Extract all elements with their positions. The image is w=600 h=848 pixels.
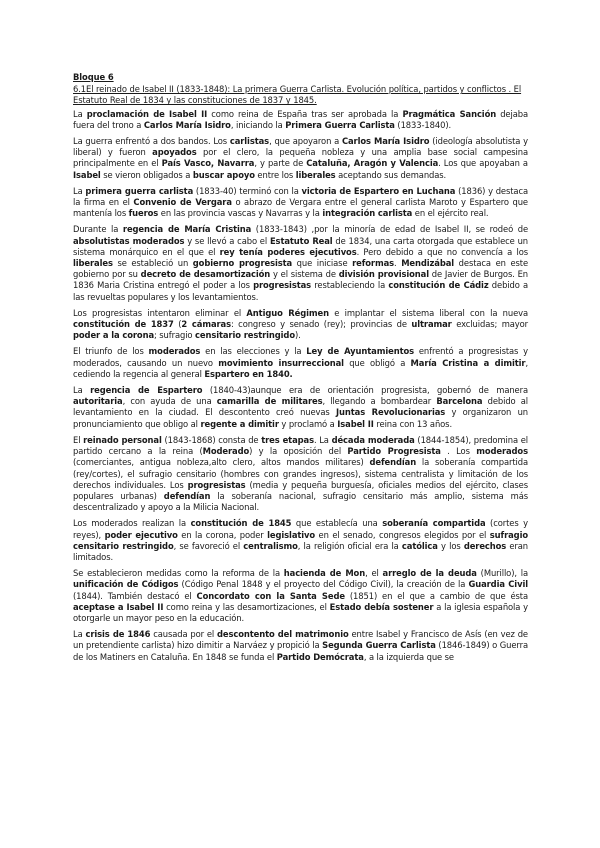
paragraph-list xyxy=(73,109,528,663)
bold-text: 2 cámaras xyxy=(181,319,231,330)
text-run: (comerciantes, antigua nobleza,alto clero, altos mandos militares) xyxy=(73,457,370,468)
bold-text: Partido Progresista xyxy=(347,446,441,457)
paragraph xyxy=(73,435,528,513)
bold-text: Estado debía sostener xyxy=(329,601,434,612)
text-run: , el xyxy=(365,568,383,579)
text-run: causada por el xyxy=(150,629,218,640)
text-run: dejaba fuera del trono a xyxy=(73,108,528,130)
bold-text: legislativo xyxy=(267,529,316,540)
text-run: la soberanía compartida (rey/cortes), el sufragio censitario (hombres con grandes ingresos), sistema centralista y limitación de los derechos individuales. Los xyxy=(73,457,528,490)
bold-text: ultramar xyxy=(411,319,452,330)
text-run: (1851) en el que a cambio de que ésta xyxy=(344,590,528,601)
text-run: . Los xyxy=(440,446,477,457)
bold-text: Carlos María Isidro xyxy=(341,136,430,147)
text-run: entre los xyxy=(254,169,296,180)
bold-text: progresistas xyxy=(187,479,246,490)
text-run: por el clero, la pequeña nobleza y una amplia base social campesina principalmente en el xyxy=(73,147,528,169)
text-run: debido al levantamiento en la ciudad. El descontento creó nuevas xyxy=(73,396,529,418)
bold-text: Segunda Guerra Carlista xyxy=(322,640,436,651)
bold-text: Primera Guerra Carlista xyxy=(285,119,395,130)
bold-text: poder ejecutivo xyxy=(104,529,178,540)
paragraph xyxy=(73,346,528,380)
text-run: , llegando a bombardear xyxy=(322,396,437,407)
bold-text: progresistas xyxy=(253,280,312,291)
text-run: . Pero debido a que no convencía a los xyxy=(356,246,528,257)
bold-text: centralismo xyxy=(243,540,298,551)
text-run: , cediendo la regencia al general xyxy=(73,357,528,379)
bold-text: constitución de Cádiz xyxy=(388,280,489,291)
text-run: Durante la xyxy=(73,224,123,235)
text-run: en el ejército real. xyxy=(412,208,489,219)
text-run: debido a las revueltas populares y los levantamientos. xyxy=(73,280,528,302)
text-run: (1844). También destacó el xyxy=(73,590,197,601)
text-run: y organizaron un pronunciamiento que obligo al xyxy=(73,407,528,429)
section-subtitle: 6.1El reinado de Isabel II (1833-1848): La primera Guerra Carlista. Evolución política, partidos y conflictos . El Estatuto Real de 1834 y las constituciones de 1837 y 1845. xyxy=(73,84,522,106)
paragraph xyxy=(73,629,528,663)
text-run: (Murillo), la xyxy=(476,568,529,579)
text-run: que obligó a xyxy=(343,357,411,368)
text-run: entre Isabel y Francisco de Asís (en vez de un pretendiente carlista) hizo dimitir a Narváez y propició la xyxy=(73,629,528,651)
bold-text: liberales xyxy=(73,258,113,269)
text-run: . xyxy=(394,258,402,269)
bold-text: María Cristina a dimitir xyxy=(410,357,526,368)
bold-text: derechos xyxy=(463,540,507,551)
text-run: como reina de España tras ser aprobada la xyxy=(207,108,403,119)
bold-text: arreglo de la deuda xyxy=(382,568,477,579)
bold-text: hacienda de Mon xyxy=(283,568,366,579)
text-run: reina con 13 años. xyxy=(373,418,453,429)
text-run: que iniciase xyxy=(292,258,353,269)
text-run: La guerra enfrentó a dos bandos. Los xyxy=(73,136,230,147)
bold-text: constitución de 1845 xyxy=(190,518,292,529)
text-run: ; sufragio xyxy=(154,330,196,341)
bold-text: censitario restringido xyxy=(195,330,295,341)
text-run: excluidas; mayor xyxy=(451,319,529,330)
text-run: en las elecciones y la xyxy=(200,346,307,357)
bold-text: sufragio censitario restringido xyxy=(73,529,528,551)
text-run: La xyxy=(73,185,86,196)
bold-text: Cataluña, Aragón y Valencia xyxy=(306,158,439,169)
text-run: ) y la oposición del xyxy=(249,446,348,457)
text-run: (1846-1849) o Guerra de los Matiners en Cataluña. En 1848 se funda el xyxy=(73,640,528,662)
bold-text: Isabel II xyxy=(337,418,374,429)
text-run: (media y pequeña burguesía, oficiales medios del ejército, clases populares urbanas) xyxy=(73,479,528,501)
bold-text: Espartero en 1840. xyxy=(204,368,293,379)
bold-text: poder a la corona xyxy=(73,330,154,341)
bold-text: tres etapas xyxy=(261,434,314,445)
paragraph xyxy=(73,568,528,624)
text-run: a la iglesia española y otorgarle un mayor peso en la educación. xyxy=(73,601,528,623)
text-run: eran limitados. xyxy=(73,540,529,562)
text-run: Los moderados realizan la xyxy=(73,518,191,529)
text-run: , que apoyaron a xyxy=(269,136,342,147)
text-run: (ideología absolutista y liberal) y fueron xyxy=(73,136,528,158)
text-run: en las provincia vascas y Navarras y la xyxy=(158,208,323,219)
text-run: . La xyxy=(313,434,332,445)
bold-text: Mendizábal xyxy=(401,258,455,269)
bold-text: regente a dimitir xyxy=(200,418,279,429)
bold-text: defendían xyxy=(369,457,417,468)
text-run: se vieron obligados a xyxy=(100,169,193,180)
bold-text: buscar apoyo xyxy=(192,169,255,180)
text-run: y los xyxy=(437,540,464,551)
bold-text: Concordato con la Santa Sede xyxy=(196,590,345,601)
text-run: en el senado, congresos elegidos por el xyxy=(315,529,490,540)
text-run: ). xyxy=(294,330,301,341)
bold-text: unificación de Códigos xyxy=(73,579,179,590)
bold-text: rey tenía poderes ejecutivos xyxy=(219,246,357,257)
bold-text: defendían xyxy=(163,490,211,501)
text-run: , a la izquierda que se xyxy=(363,651,454,662)
text-run: La xyxy=(73,108,87,119)
text-run: (1836) y destaca la firma en el xyxy=(73,185,528,208)
text-run: destaca en este gobierno por su xyxy=(73,258,528,280)
paragraph xyxy=(73,385,528,430)
bold-text: regencia de Espartero xyxy=(90,385,203,396)
text-run: : congreso y senado (rey); provincias de xyxy=(230,319,412,330)
bold-text: carlistas xyxy=(229,136,270,147)
bold-text: aceptase a Isabel II xyxy=(73,601,164,612)
bold-text: Barcelona xyxy=(436,396,483,407)
paragraph xyxy=(73,136,528,181)
bold-text: división provisional xyxy=(338,269,429,280)
bold-text: moderados xyxy=(148,346,201,357)
text-run: ( xyxy=(173,319,182,330)
bold-text: camarilla de militares xyxy=(216,396,323,407)
text-run: que establecía una xyxy=(291,518,383,529)
text-run: en la corona, poder xyxy=(177,529,268,540)
bold-text: Partido Demócrata xyxy=(276,651,364,662)
text-run: y proclamó a xyxy=(278,418,338,429)
text-run: . Los que apoyaban a xyxy=(438,158,528,169)
bold-text: constitución de 1837 xyxy=(73,319,174,330)
text-run: y se llevó a cabo el xyxy=(184,235,270,246)
bold-text: regencia de María Cristina xyxy=(122,224,252,235)
bold-text: Ley de Ayuntamientos xyxy=(306,346,415,357)
text-run: La xyxy=(73,385,91,396)
bold-text: proclamación de Isabel II xyxy=(86,108,208,119)
paragraph xyxy=(73,308,528,342)
text-run: (1833-1843) ,por la minoría de edad de Isabel II, se rodeó de xyxy=(251,224,529,235)
text-run: se estableció un xyxy=(112,258,193,269)
text-run: (1840-43)aunque era de orientación progresista, gobernó de manera xyxy=(202,385,528,396)
bold-text: victoria de Espartero en Luchana xyxy=(301,185,456,196)
text-run: , se favoreció el xyxy=(173,540,244,551)
paragraph xyxy=(73,109,528,131)
text-run: El triunfo de los xyxy=(73,346,149,357)
text-run: (1833-40) terminó con la xyxy=(193,185,302,196)
bold-text: soberanía compartida xyxy=(382,518,486,529)
text-run: (Código Penal 1848 y el proyecto del Código Civil), la creación de la xyxy=(178,579,469,590)
bold-text: crisis de 1846 xyxy=(85,629,151,640)
bold-text: gobierno progresista xyxy=(192,258,293,269)
text-run: y el sistema de xyxy=(270,269,339,280)
text-run: de Javier de Burgos. En 1836 Maria Cristina entregó el poder a los xyxy=(73,269,528,291)
bold-text: Isabel xyxy=(73,169,101,180)
text-run: , la religión oficial era la xyxy=(297,540,402,551)
bold-text: integración carlista xyxy=(322,208,413,219)
bold-text: Convenio de Vergara xyxy=(133,197,232,208)
bold-text: Estatuto Real xyxy=(269,235,333,246)
bold-text: Moderado xyxy=(202,446,250,457)
text-run: , con ayuda de una xyxy=(122,396,217,407)
text-run: Se establecieron medidas como la reforma de la xyxy=(73,568,284,579)
block-heading: Bloque 6 xyxy=(73,72,114,82)
bold-text: movimiento insurreccional xyxy=(218,357,344,368)
bold-text: absolutistas moderados xyxy=(73,235,185,246)
bold-text: autoritaria xyxy=(73,396,123,407)
bold-text: decreto de desamortización xyxy=(140,269,271,280)
text-run: enfrentó a progresistas y moderados, causando un nuevo xyxy=(73,346,528,368)
bold-text: fueros xyxy=(128,208,159,219)
text-run: La xyxy=(73,629,86,640)
paragraph xyxy=(73,518,528,563)
bold-text: primera guerra carlista xyxy=(85,185,194,196)
document-body xyxy=(73,72,528,668)
bold-text: apoyados xyxy=(152,147,197,158)
bold-text: descontento del matrimonio xyxy=(217,629,349,640)
text-run: , iniciando la xyxy=(230,119,286,130)
text-run: la soberanía nacional, sufragio censitario más amplio, sistema más descentralizado y apoyo a la Milicia Nacional. xyxy=(73,490,529,513)
bold-text: reformas xyxy=(352,258,395,269)
bold-text: Pragmática Sanción xyxy=(402,108,497,119)
text-run: o abrazo de Vergara entre el general carlista Maroto y Espartero que mantenía los xyxy=(73,197,528,219)
paragraph xyxy=(73,224,528,302)
bold-text: década moderada xyxy=(331,434,415,445)
paragraph xyxy=(73,186,528,220)
text-run: (1843-1868) consta de xyxy=(161,434,262,445)
text-run: como reina y las desamortizaciones, el xyxy=(163,601,330,612)
bold-text: moderados xyxy=(476,446,528,457)
bold-text: Antiguo Régimen xyxy=(246,307,329,318)
bold-text: reinado personal xyxy=(83,434,162,445)
text-run: Los progresistas intentaron eliminar el xyxy=(73,307,247,318)
text-run: (cortes y reyes), xyxy=(73,518,528,540)
text-run: aceptando sus demandas. xyxy=(335,169,447,180)
bold-text: País Vasco, Navarra xyxy=(161,158,255,169)
text-run: de 1834, una carta otorgada que establece un sistema monárquico en el que el xyxy=(73,235,528,257)
text-run: El xyxy=(73,434,84,445)
bold-text: liberales xyxy=(295,169,336,180)
bold-text: católica xyxy=(401,540,438,551)
text-run: (1833-1840). xyxy=(394,119,452,130)
text-run: (1844-1854), predomina el partido cercano a la reina ( xyxy=(73,434,528,457)
text-run: , y parte de xyxy=(254,158,307,169)
text-run: restableciendo la xyxy=(311,280,389,291)
bold-text: Juntas Revolucionarias xyxy=(336,407,446,418)
bold-text: Carlos María Isidro xyxy=(143,119,231,130)
bold-text: Guardia Civil xyxy=(468,579,528,590)
text-run: e implantar el sistema liberal con la nueva xyxy=(328,307,529,318)
